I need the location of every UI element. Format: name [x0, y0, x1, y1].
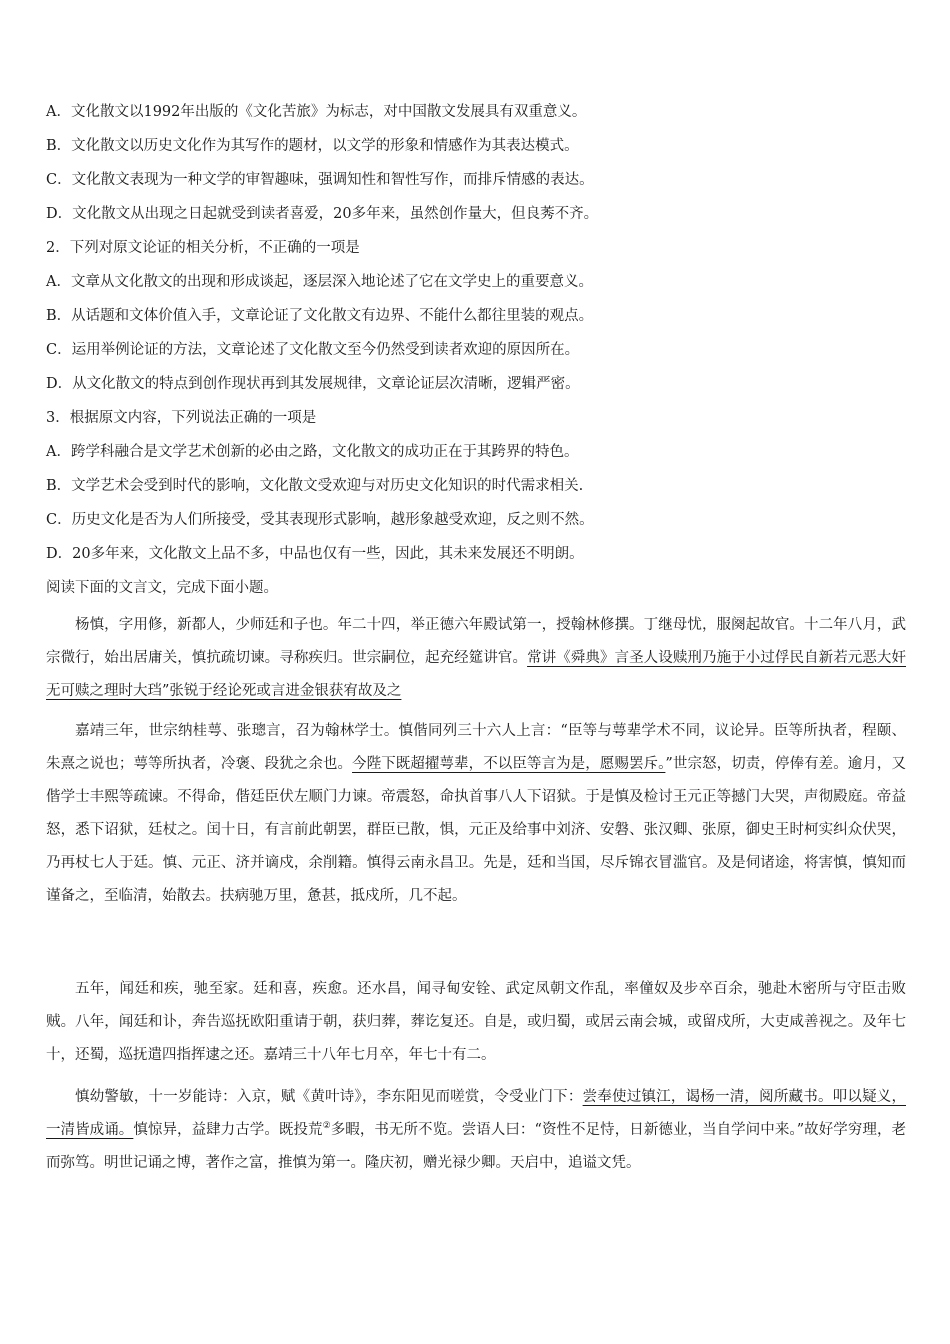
passage-paragraph-3 — [46, 973, 906, 1072]
q3-option-c: C．历史文化是否为人们所接受，受其表现形式影响，越形象越受欢迎，反之则不然。 — [46, 512, 594, 528]
q3-option-a: A．跨学科融合是文学艺术创新的必由之路，文化散文的成功正在于其跨界的特色。 — [46, 444, 579, 460]
q3-option-b: B．文学艺术会受到时代的影响，文化散文受欢迎与对历史文化知识的时代需求相关. — [46, 478, 584, 494]
underlined-sentence: 尝奉使过镇江，谒杨一清，阅所藏书。叩以疑义，一清皆成诵。 — [46, 1089, 906, 1138]
q2-stem: 2．下列对原文论证的相关分析，不正确的一项是 — [46, 240, 360, 256]
q1-option-a: A．文化散文以1992年出版的《文化苦旅》为标志，对中国散文发展具有双重意义。 — [46, 104, 587, 120]
passage-text: ”世宗怒，切责，停俸有差。逾月，又偕学士丰熙等疏谏。不得命，偕廷臣伏左顺门力谏。帝震怒，命执首事八人下诏狱。于是慎及检讨王元正等撼门大哭，声彻殿庭。帝益怒，悉下诏狱，廷杖之。闰十日，有言前此朝罢，群臣已散，惧，元正及给事中刘济、安磐、张汉卿、张原，御史王时柯实纠众伏哭，乃再杖七人于廷。慎、元正、济并谪戍，余削籍。慎得云南永昌卫。先是，廷和当国，尽斥锦衣冒滥官。及是伺诸途，将害慎，慎知而谨备之，至临清，始散去。扶病驰万里，惫甚，抵戍所，几不起。 — [46, 756, 907, 904]
q1-option-c: C．文化散文表现为一种文学的审智趣味，强调知性和智性写作，而排斥情感的表达。 — [46, 172, 594, 188]
q2-option-b: B．从话题和文体价值入手，文章论证了文化散文有边界、不能什么都往里装的观点。 — [46, 308, 594, 324]
passage-text: 慎幼警敏，十一岁能诗：入京，赋《黄叶诗》，李东阳见而嗟赏，令受业门下： — [75, 1089, 583, 1105]
q2-option-c: C．运用举例论证的方法，文章论述了文化散文至今仍然受到读者欢迎的原因所在。 — [46, 342, 580, 358]
passage-text: 嘉靖三年，世宗纳桂萼、张璁言，召为翰林学士。慎偕同列三十六人上言：“臣等与萼辈学术不同，议论异。臣等所执者，程颐、朱熹之说也；萼等所执者，冷褒、段犹之余也。 — [46, 723, 906, 772]
q2-option-d: D．从文化散文的特点到创作现状再到其发展规律，文章论证层次清晰，逻辑严密。 — [46, 376, 580, 392]
passage-text: 多暇，书无所不览。尝语人曰：“资性不足恃，日新德业，当自学问中来。”故好学穷理，老而弥笃。明世记诵之博，著作之富，推慎为第一。隆庆初，赠光禄少卿。天启中，追谥文凭。 — [46, 1122, 907, 1171]
reading-instruction: 阅读下面的文言文，完成下面小题。 — [46, 580, 278, 596]
passage-paragraph-2 — [46, 715, 906, 913]
q3-stem: 3．根据原文内容，下列说法正确的一项是 — [46, 410, 317, 426]
q2-option-a: A．文章从文化散文的出现和形成谈起，逐层深入地论述了它在文学史上的重要意义。 — [46, 274, 593, 290]
q1-option-d: D．文化散文从出现之日起就受到读者喜爱，20多年来，虽然创作量大，但良莠不齐。 — [46, 206, 599, 222]
passage-paragraph-1 — [46, 609, 906, 708]
underlined-sentence: 常讲《舜典》言圣人设赎刑乃施于小过俘民自新若元恶大奸无可赎之理时大珰”张锐于经论死或言进金银获宥故及之 — [46, 650, 907, 699]
passage-text: 慎惊异，益肆力古学。既投荒 — [133, 1122, 323, 1138]
footnote-marker: ② — [322, 1121, 331, 1132]
passage-text: 杨慎，字用修，新都人，少师廷和子也。年二十四，举正德六年殿试第一，授翰林修撰。丁继母忧，服阕起故官。十二年八月，武宗微行，始出居庸关，慎抗疏切谏。寻称疾归。世宗嗣位，起充经筵讲官。 — [46, 617, 906, 666]
passage-text: 五年，闻廷和疾，驰至家。廷和喜，疾愈。还水昌，闻寻甸安铨、武定凤朝文作乱，率僮奴及步卒百余，驰赴木密所与守臣击败贼。八年，闻廷和讣，奔告巡抚欧阳重请于朝，获归葬，葬讫复还。自是，或归蜀，或居云南会城，或留戍所，大吏咸善视之。及年七十，还蜀，巡抚遣四指挥逮之还。嘉靖三十八年七月卒，年七十有二。 — [46, 981, 906, 1063]
q3-option-d: D．20多年来，文化散文上品不多，中品也仅有一些，因此，其未来发展还不明朗。 — [46, 546, 584, 562]
q1-option-b: B．文化散文以历史文化作为其写作的题材，以文学的形象和情感作为其表达模式。 — [46, 138, 579, 154]
underlined-sentence: 今陛下既超擢萼辈，不以臣等言为是，愿赐罢斥。 — [352, 756, 666, 772]
passage-paragraph-4 — [46, 1081, 906, 1180]
